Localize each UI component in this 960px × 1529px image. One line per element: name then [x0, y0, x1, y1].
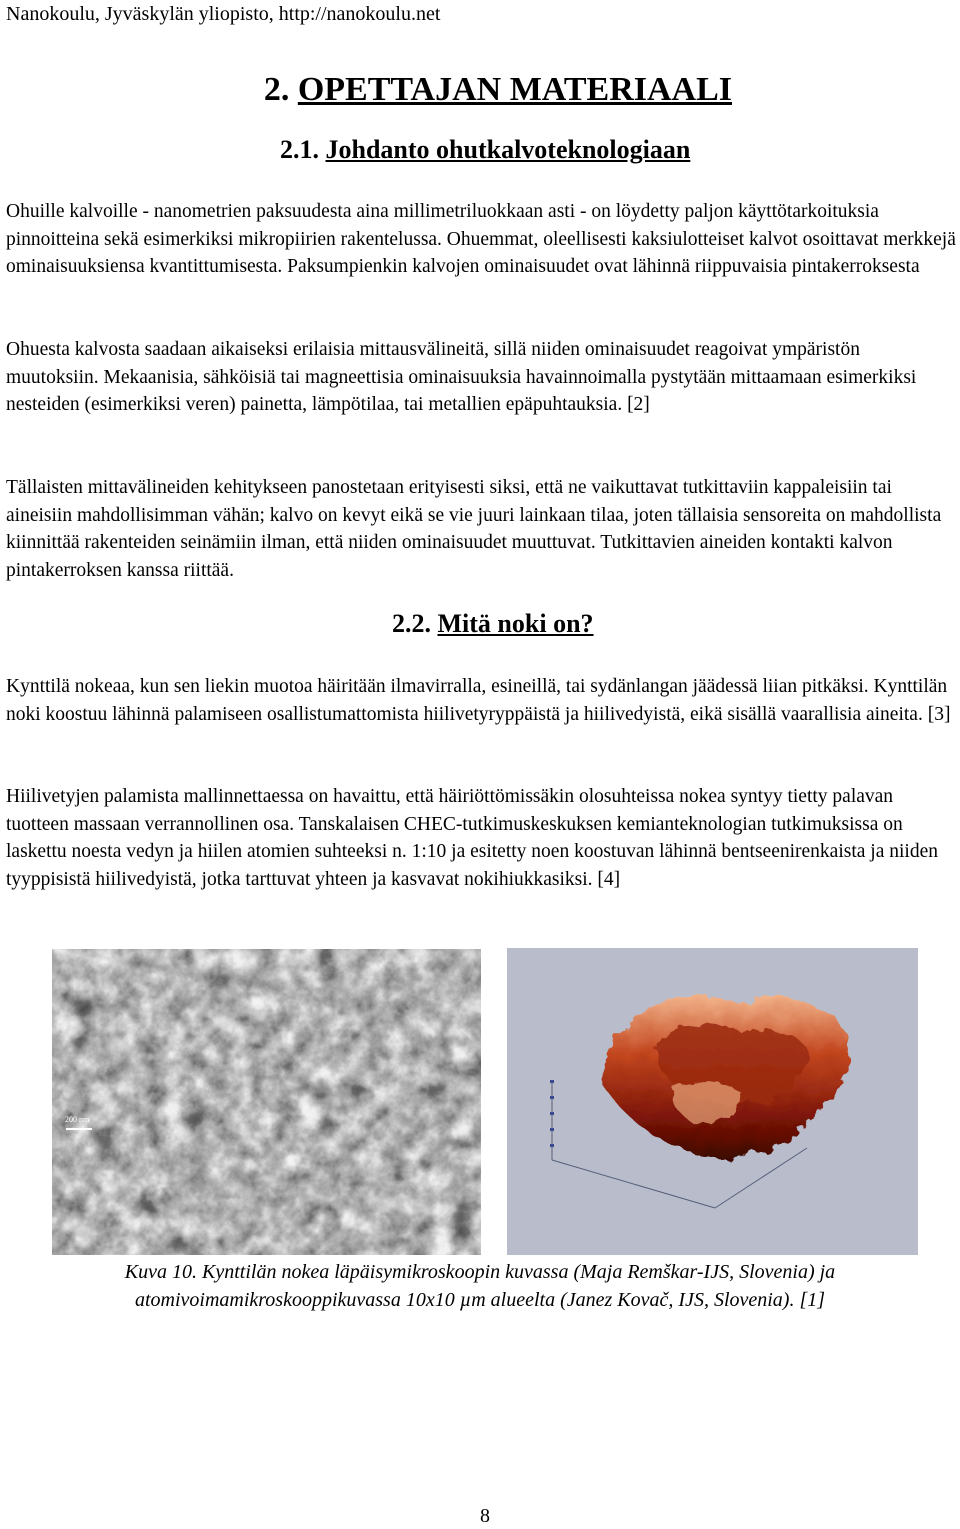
- paragraph: Tällaisten mittavälineiden kehitykseen panostetaan erityisesti siksi, että ne vaikuttavat tutkittaviin kappaleisiin tai aineisiin mahdollisimman vähän; kalvo on kevyt eikä se vie juuri lainkaan tilaa, joten tällaisia sensoreita on mahdollista kiinnittää rakenteiden seinämiin ilman, että niiden ominaisuudet muuttuvat. Tutkittavien aineiden kontakti kalvon pintakerroksen kanssa riittää.: [6, 477, 942, 581]
- caption-line: Kuva 10. Kynttilän nokea läpäisymikroskoopin kuvassa (Maja Remškar-IJS, Slovenia) ja: [124, 1261, 836, 1283]
- page-header: Nanokoulu, Jyväskylän yliopisto, http://nanokoulu.net: [6, 3, 441, 25]
- tem-soot-image: [52, 949, 481, 1255]
- paragraph: Ohuille kalvoille - nanometrien paksuudesta aina millimetriluokkaan asti - on löydetty paljon käyttötarkoituksia pinnoitteina sekä esimerkiksi mikropiirien rakentelussa. Ohuemmat, oleellisesti kaksiulotteiset kalvot osoittavat merkkejä ominaisuuksiensa kvantittumisesta. Paksumpienkin kalvojen ominaisuudet ovat lähinnä riippuvaisia pintakerroksesta: [6, 201, 956, 277]
- section-heading-2-2: [392, 608, 594, 640]
- page-title: [0, 70, 960, 110]
- page-number: 8: [480, 1505, 490, 1527]
- page-title-number: 2.: [263, 71, 290, 108]
- caption-line: atomivoimamikroskooppikuvassa 10x10 µm alueelta (Janez Kovač, IJS, Slovenia). [1]: [134, 1289, 826, 1311]
- page-title-text: OPETTAJAN MATERIAALI: [297, 71, 732, 108]
- section-number: 2.1.: [280, 135, 319, 164]
- paragraph: Hiilivetyjen palamista mallinnettaessa on havaittu, että häiriöttömissäkin olosuhteissa nokea syntyy tietty palavan tuotteen massaan verrannollinen osa. Tanskalaisen CHEC-tutkimuskeskuksen kemianteknologian tutkimuksissa on laskettu noesta vedyn ja hiilen atomien suhteeksi n. 1:10 ja esitetty noen koostuvan lähinnä bentseenirenkaista ja niiden tyyppisistä hiilivedyistä, jotka tarttuvat yhteen ja kasvavat nokihiukkasiksi. [4]: [6, 786, 938, 890]
- afm-surface-render: [507, 948, 918, 1255]
- paragraph: Kynttilä nokeaa, kun sen liekin muotoa häiritään ilmavirralla, esineillä, tai sydänlangan jäädessä liian pitkäksi. Kynttilän noki koostuu lähinnä palamiseen osallistumattomista hiilivetyryppäistä ja hiilivedyistä, eikä sisällä vaarallisia aineita. [3]: [6, 676, 951, 725]
- section-heading-2-1: [280, 134, 690, 166]
- afm-soot-image: [507, 948, 918, 1255]
- figure-caption: [0, 1258, 960, 1314]
- paragraph: Ohuesta kalvosta saadaan aikaiseksi erilaisia mittausvälineitä, sillä niiden ominaisuudet reagoivat ympäristön muutoksiin. Mekaanisia, sähköisiä tai magneettisia ominaisuuksia havainnoimalla pystytään mittaamaan esimerkiksi nesteiden (esimerkiksi veren) painetta, lämpötilaa, tai metallien epäpuhtauksia. [2]: [6, 339, 917, 415]
- section-title: Johdanto ohutkalvoteknologiaan: [325, 135, 691, 164]
- tem-soot-texture: [52, 949, 481, 1255]
- section-title: Mitä noki on?: [437, 609, 594, 638]
- section-number: 2.2.: [392, 609, 431, 638]
- scale-bar-label: 200 nm: [65, 1115, 90, 1124]
